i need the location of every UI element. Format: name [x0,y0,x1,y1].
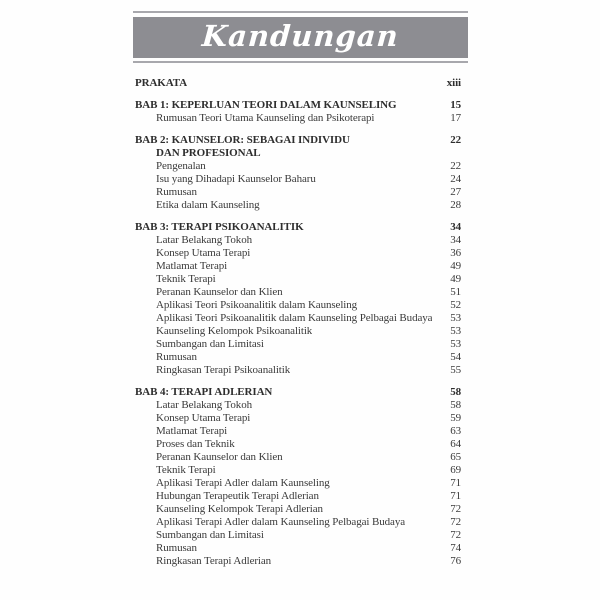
toc-row [135,438,461,451]
toc-entry-page: 53 [450,312,461,324]
toc-entry-page: 58 [450,399,461,411]
banner-bar [133,17,468,58]
toc-entry-label: Pengenalan [156,160,206,172]
toc-row [135,286,461,299]
toc-entry-page: 55 [450,364,461,376]
toc-entry-page: 72 [450,516,461,528]
toc-entry-label: Aplikasi Teori Psikoanalitik dalam Kaunseling [156,299,358,311]
toc-entry-label: Aplikasi Terapi Adler dalam Kaunseling [156,477,330,489]
toc-entry-label: Teknik Terapi [156,273,216,285]
toc-entry-label: Kaunseling Kelompok Psikoanalitik [156,325,313,337]
toc-entry-page: 52 [450,299,461,311]
toc-section-bab1 [135,99,461,125]
page-title: Kandungan [201,19,401,53]
toc-entry-label: Kaunseling Kelompok Terapi Adlerian [156,503,323,515]
toc-entry-label: Rumusan [156,186,197,198]
toc-row [135,325,461,338]
banner-top-rule [133,11,468,13]
toc-row [135,273,461,286]
toc-row [135,529,461,542]
toc-entry-page: 24 [450,173,461,185]
toc-row [135,386,461,399]
toc-entry-label: Ringkasan Terapi Psikoanalitik [156,364,291,376]
toc-entry-page: xiii [446,77,461,89]
toc-section-title: BAB 1: KEPERLUAN TEORI DALAM KAUNSELING [135,99,397,111]
toc-front-matter [135,77,461,90]
toc-entry-page: 28 [450,199,461,211]
toc-entry-page: 36 [450,247,461,259]
toc-entry-label: Etika dalam Kaunseling [156,199,260,211]
toc-section-bab2 [135,134,461,212]
toc-section-bab3 [135,221,461,377]
toc-row [135,234,461,247]
toc-entry-label: Konsep Utama Terapi [156,247,251,259]
toc-row [135,173,461,186]
toc-entry-label: Matlamat Terapi [156,425,228,437]
toc-entry-label: Sumbangan dan Limitasi [156,338,264,350]
toc-row [135,542,461,555]
toc-entry-page: 22 [450,160,461,172]
toc-entry-label: Latar Belakang Tokoh [156,234,252,246]
toc-row [135,425,461,438]
toc-entry-page: 27 [450,186,461,198]
toc-row [135,351,461,364]
toc-row [135,412,461,425]
toc-entry-page: 72 [450,529,461,541]
toc-entry-page: 49 [450,273,461,285]
banner-bottom-rule [133,61,468,63]
toc-row [135,555,461,568]
toc-entry-page: 71 [450,490,461,502]
toc-entry-page: 34 [450,234,461,246]
toc-entry-label: Latar Belakang Tokoh [156,399,252,411]
toc-row [135,399,461,412]
toc-section-page: 15 [450,99,461,111]
toc-entry-label: Sumbangan dan Limitasi [156,529,264,541]
toc-row [135,364,461,377]
toc-entry-page: 51 [450,286,461,298]
toc-entry-label: Konsep Utama Terapi [156,412,251,424]
toc-entry-label: Peranan Kaunselor dan Klien [156,286,283,298]
toc-row [135,147,461,160]
toc-row [135,260,461,273]
toc-entry-page: 53 [450,325,461,337]
toc-row [135,503,461,516]
toc-list [135,77,461,568]
toc-row [135,199,461,212]
toc-entry-page: 76 [450,555,461,567]
toc-entry-label: Isu yang Dihadapi Kaunselor Baharu [156,173,316,185]
toc-entry-label: Hubungan Terapeutik Terapi Adlerian [156,490,319,502]
toc-entry-page: 71 [450,477,461,489]
toc-entry-label: Rumusan [156,542,197,554]
toc-row [135,160,461,173]
toc-row [135,312,461,325]
toc-entry-page: 53 [450,338,461,350]
toc-entry-page: 72 [450,503,461,515]
toc-entry-label: Aplikasi Teori Psikoanalitik dalam Kaunseling Pelbagai Budaya [156,312,433,324]
toc-row [135,299,461,312]
toc-entry-label: Peranan Kaunselor dan Klien [156,451,283,463]
toc-section-page: 34 [450,221,461,233]
toc-entry-label: Teknik Terapi [156,464,216,476]
toc-entry-page: 65 [450,451,461,463]
toc-section-page: 22 [450,134,461,146]
toc-row [135,490,461,503]
toc-entry-page: 49 [450,260,461,272]
toc-entry-label: Matlamat Terapi [156,260,228,272]
toc-section-title-line2: DAN PROFESIONAL [156,147,261,159]
toc-row [135,516,461,529]
toc-row [135,134,461,147]
toc-entry-page: 74 [450,542,461,554]
toc-section-page: 58 [450,386,461,398]
toc-section-title: BAB 4: TERAPI ADLERIAN [135,386,273,398]
toc-row [135,247,461,260]
toc-row [135,99,461,112]
toc-entry-page: 59 [450,412,461,424]
toc-row [135,186,461,199]
toc-row [135,221,461,234]
toc-entry-page: 64 [450,438,461,450]
toc-entry-label: Rumusan Teori Utama Kaunseling dan Psikoterapi [156,112,375,124]
toc-entry-label: PRAKATA [135,77,188,89]
toc-row [135,464,461,477]
toc-entry-label: Proses dan Teknik [156,438,235,450]
toc-entry-page: 17 [450,112,461,124]
toc-section-title: BAB 2: KAUNSELOR: SEBAGAI INDIVIDU [135,134,350,146]
toc-row [135,451,461,464]
toc-entry-label: Rumusan [156,351,197,363]
toc-entry-label: Ringkasan Terapi Adlerian [156,555,272,567]
toc-entry-page: 63 [450,425,461,437]
toc-row [135,112,461,125]
toc-row [135,77,461,90]
toc-row [135,477,461,490]
toc-section-bab4 [135,386,461,568]
toc-section-title: BAB 3: TERAPI PSIKOANALITIK [135,221,304,233]
toc-row [135,338,461,351]
toc-entry-page: 54 [450,351,461,363]
toc-entry-label: Aplikasi Terapi Adler dalam Kaunseling Pelbagai Budaya [156,516,406,528]
kandungan-banner [133,11,468,63]
toc-entry-page: 69 [450,464,461,476]
